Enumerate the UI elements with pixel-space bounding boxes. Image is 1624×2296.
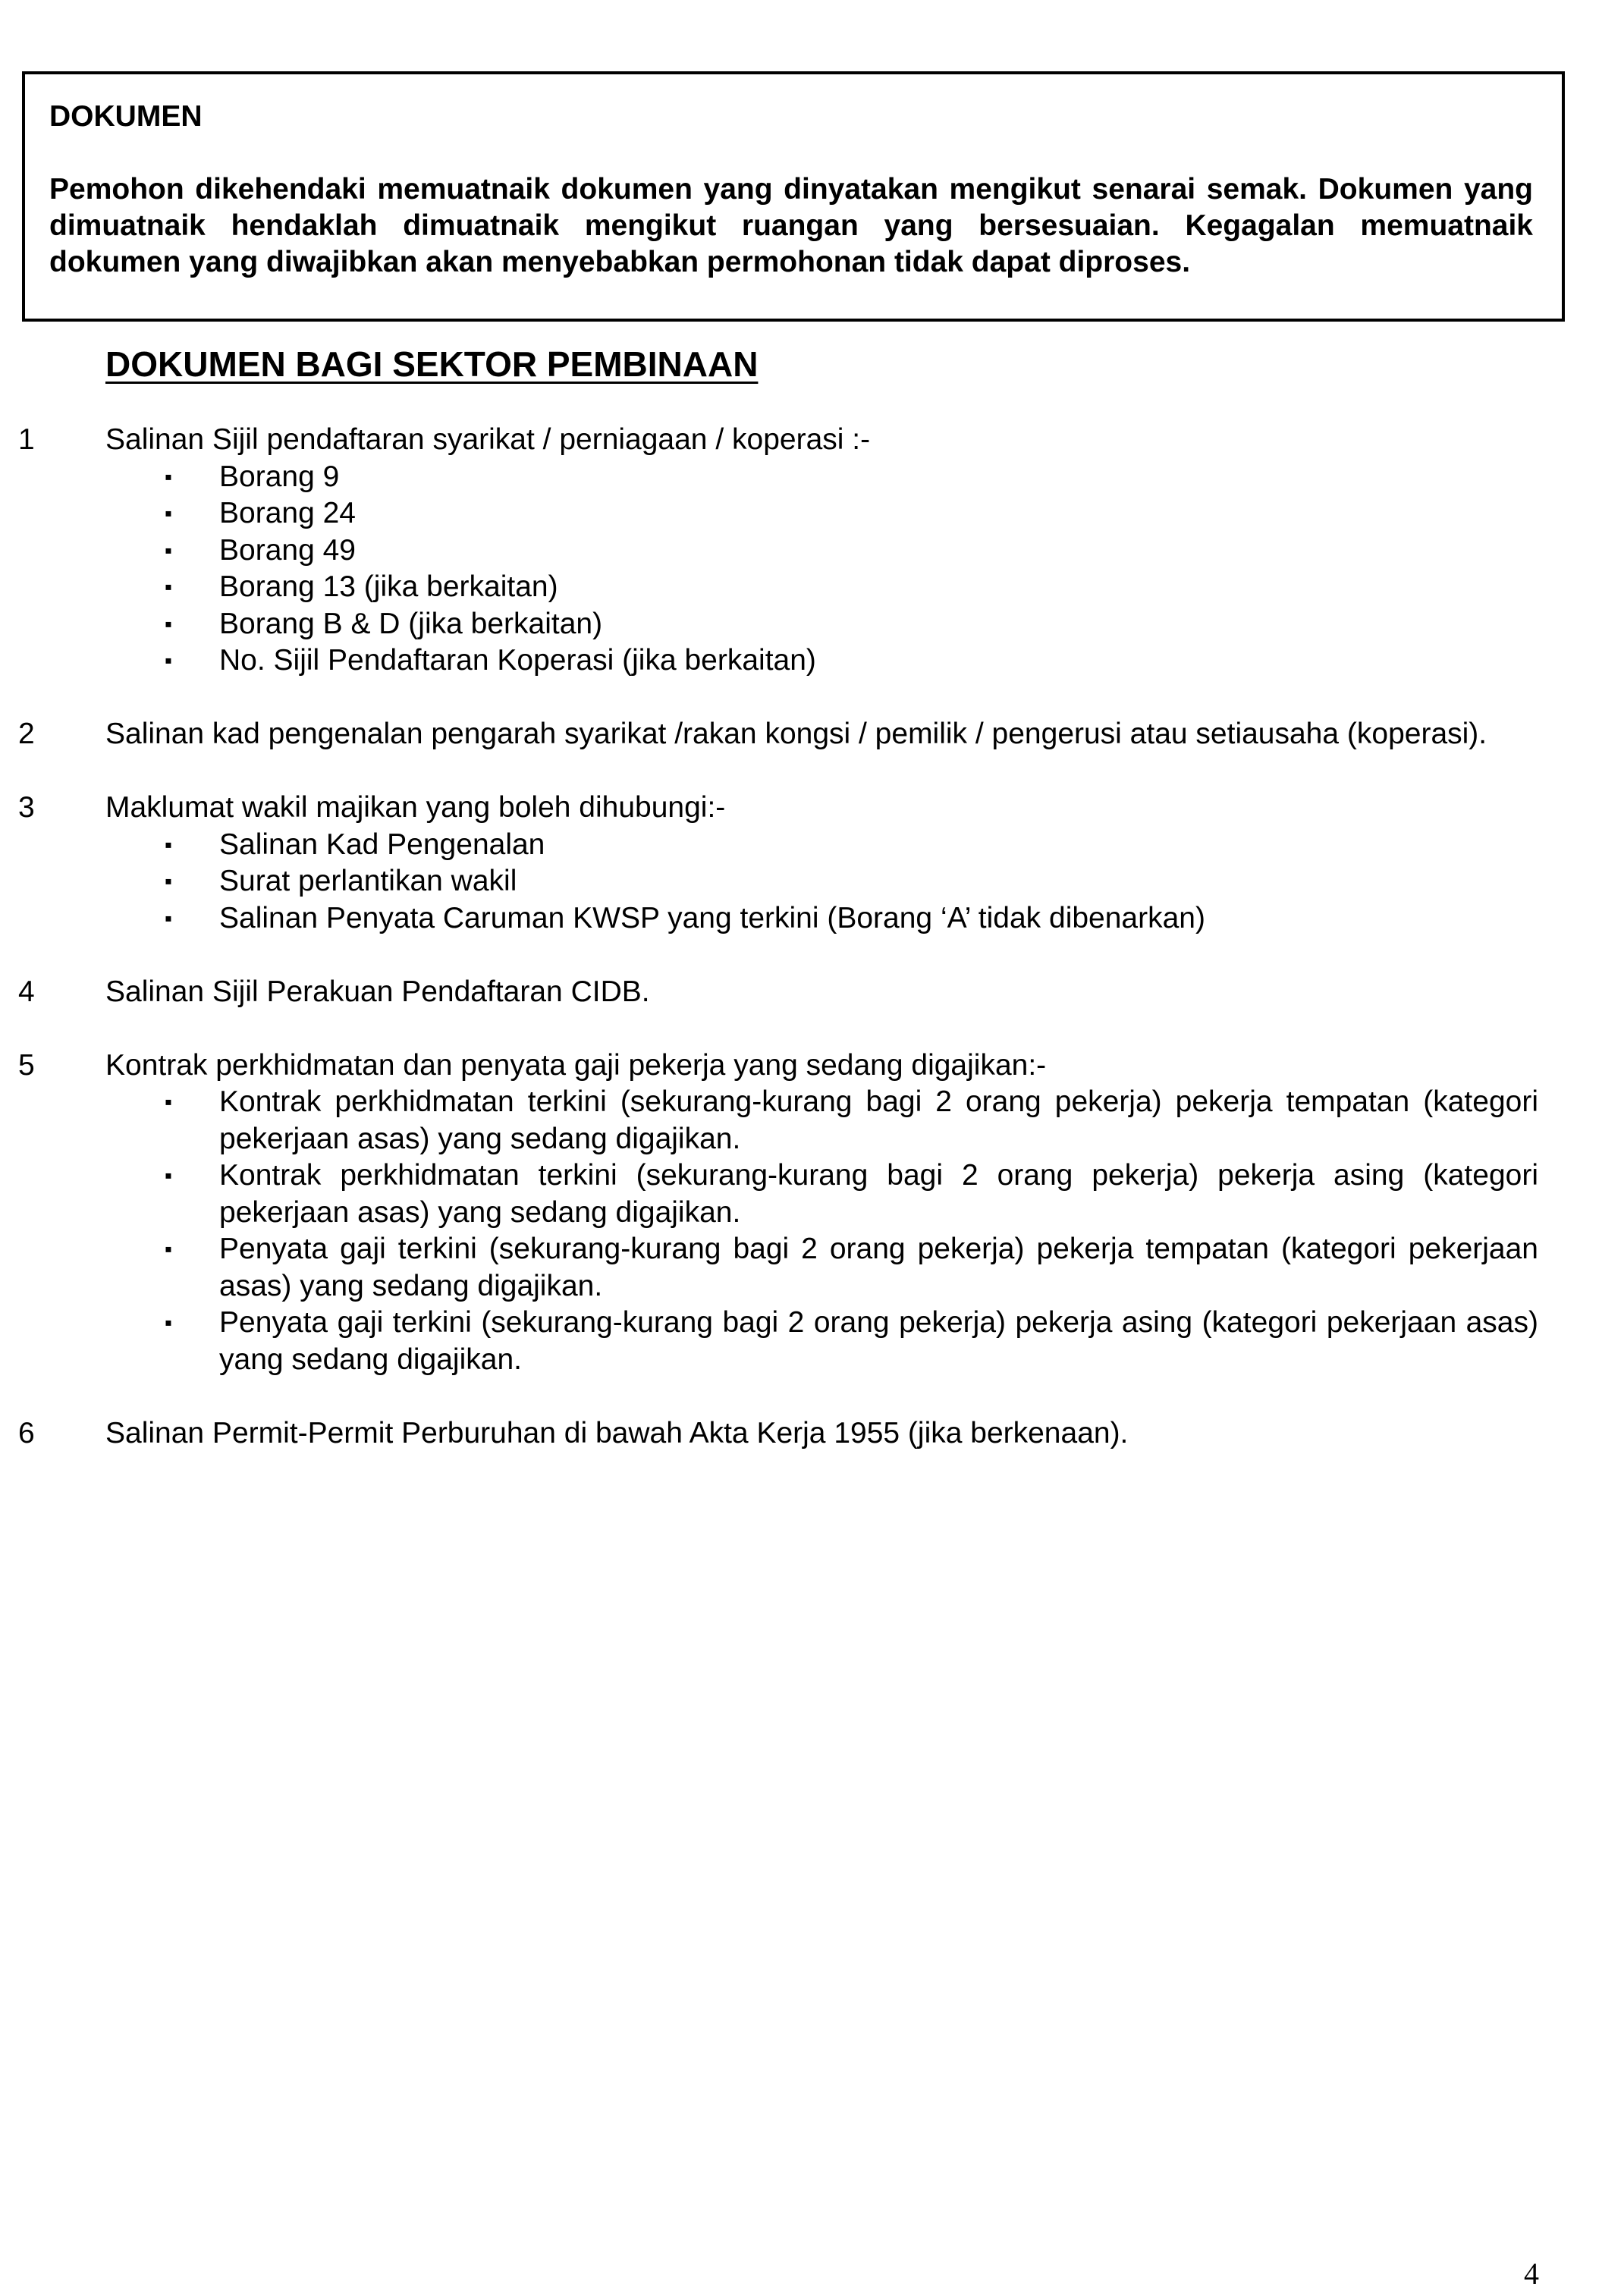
square-bullet-icon: ▪ (165, 1311, 172, 1334)
sub-item (105, 1305, 1538, 1378)
document-checklist (0, 422, 1624, 1489)
item-number: 5 (18, 1048, 35, 1082)
sub-item (105, 532, 1538, 570)
sub-item-text: Penyata gaji terkini (sekurang-kurang bagi 2 orang pekerja) pekerja asing (kategori pekerjaan asas) yang sedang digajikan. (219, 1306, 1538, 1376)
notice-box (22, 71, 1565, 322)
square-bullet-icon: ▪ (165, 1164, 172, 1187)
sub-list (105, 459, 1538, 680)
square-bullet-icon: ▪ (165, 464, 172, 488)
sub-item (105, 1084, 1538, 1157)
sub-item-text: Surat perlantikan wakil (219, 865, 517, 897)
item-text: Salinan Sijil pendaftaran syarikat / perniagaan / koperasi :- (105, 423, 871, 456)
square-bullet-icon: ▪ (165, 538, 172, 562)
sub-item (105, 863, 1538, 900)
sub-item-text: Salinan Penyata Caruman KWSP yang terkini (Borang ‘A’ tidak dibenarkan) (219, 901, 1205, 934)
item-number: 6 (18, 1416, 35, 1450)
sub-list (105, 1084, 1538, 1378)
sub-item (105, 569, 1538, 606)
square-bullet-icon: ▪ (165, 832, 172, 856)
checklist-item (0, 422, 1624, 680)
checklist-item (0, 790, 1624, 937)
square-bullet-icon: ▪ (165, 1237, 172, 1261)
sub-item (105, 606, 1538, 643)
square-bullet-icon: ▪ (165, 501, 172, 525)
square-bullet-icon: ▪ (165, 1090, 172, 1113)
item-text: Salinan kad pengenalan pengarah syarikat /rakan kongsi / pemilik / pengerusi atau setiausaha (koperasi). (105, 718, 1487, 750)
checklist-item (0, 716, 1624, 753)
sub-item (105, 495, 1538, 532)
sub-item-text: Penyata gaji terkini (sekurang-kurang bagi 2 orang pekerja) pekerja tempatan (kategori pekerjaan asas) yang sedang digajikan. (219, 1233, 1538, 1302)
sub-item-text: Kontrak perkhidmatan terkini (sekurang-kurang bagi 2 orang pekerja) pekerja tempatan (kategori pekerjaan asas) yang sedang digajikan. (219, 1085, 1538, 1155)
item-text: Salinan Sijil Perakuan Pendaftaran CIDB. (105, 975, 650, 1008)
sub-item-text: Borang 13 (jika berkaitan) (219, 570, 558, 603)
item-text: Maklumat wakil majikan yang boleh dihubungi:- (105, 791, 726, 824)
sub-item-text: Kontrak perkhidmatan terkini (sekurang-kurang bagi 2 orang pekerja) pekerja asing (kategori pekerjaan asas) yang sedang digajikan. (219, 1159, 1538, 1229)
notice-title: DOKUMEN (49, 100, 203, 133)
sub-item (105, 900, 1538, 938)
section-heading: DOKUMEN BAGI SEKTOR PEMBINAAN (105, 344, 759, 384)
notice-body: Pemohon dikehendaki memuatnaik dokumen yang dinyatakan mengikut senarai semak. Dokumen yang dimuatnaik hendaklah dimuatnaik mengikut ruangan yang bersesuaian. Kegagalan memuatnaik dokumen yang diwajibkan akan menyebabkan permohonan tidak dapat diproses. (49, 173, 1533, 278)
sub-item-text: Borang 24 (219, 497, 356, 529)
item-text: Salinan Permit-Permit Perburuhan di bawah Akta Kerja 1955 (jika berkenaan). (105, 1416, 1129, 1450)
sub-item-text: Borang 49 (219, 533, 356, 567)
sub-list (105, 827, 1538, 938)
sub-item (105, 827, 1538, 864)
sub-item (105, 1231, 1538, 1305)
sub-item (105, 459, 1538, 496)
item-number: 4 (18, 975, 35, 1008)
sub-item-text: Borang 9 (219, 460, 340, 493)
square-bullet-icon: ▪ (165, 906, 172, 930)
sub-item-text: Borang B & D (jika berkaitan) (219, 607, 603, 640)
sub-item-text: No. Sijil Pendaftaran Koperasi (jika berkaitan) (219, 644, 816, 677)
sub-item (105, 1157, 1538, 1231)
checklist-item (0, 1047, 1624, 1379)
square-bullet-icon: ▪ (165, 611, 172, 636)
square-bullet-icon: ▪ (165, 575, 172, 598)
checklist-item (0, 974, 1624, 1011)
item-number: 3 (18, 791, 35, 824)
sub-item-text: Salinan Kad Pengenalan (219, 828, 545, 861)
checklist-item (0, 1415, 1624, 1453)
square-bullet-icon: ▪ (165, 869, 172, 893)
square-bullet-icon: ▪ (165, 649, 172, 672)
item-number: 1 (18, 423, 35, 456)
item-text: Kontrak perkhidmatan dan penyata gaji pekerja yang sedang digajikan:- (105, 1048, 1047, 1082)
sub-item (105, 642, 1538, 680)
item-number: 2 (18, 718, 35, 750)
page-number: 4 (1524, 2257, 1539, 2291)
